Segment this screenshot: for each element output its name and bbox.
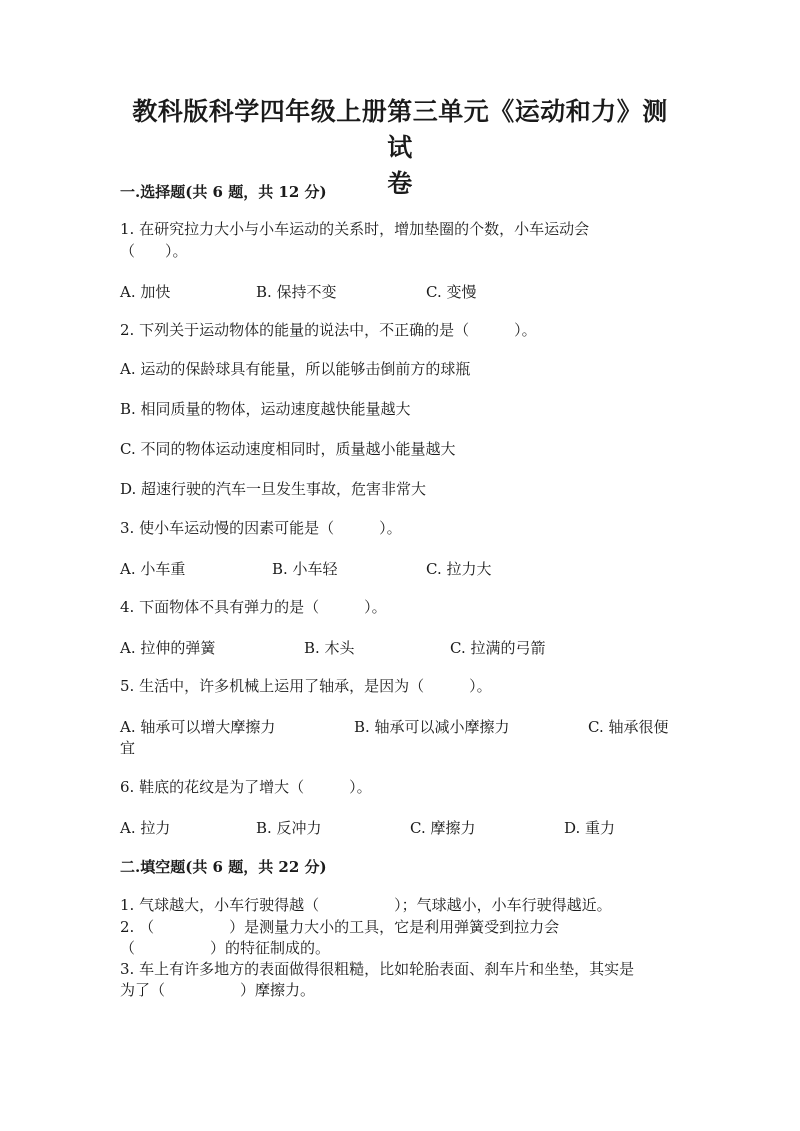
q4-option-b: B. 木头 [304, 639, 355, 657]
fill-q3-line2: 为了（ ）摩擦力。 [120, 981, 316, 999]
q4-stem: 4. 下面物体不具有弹力的是（ ）。 [120, 598, 387, 616]
q2-option-d: D. 超速行驶的汽车一旦发生事故，危害非常大 [120, 480, 427, 498]
q5-option-c: C. 轴承很便 [588, 718, 669, 736]
q6-option-a: A. 拉力 [120, 819, 171, 837]
q2-stem: 2. 下列关于运动物体的能量的说法中，不正确的是（ ）。 [120, 321, 537, 339]
section-heading-fill-in: 二.填空题(共 6 题，共 22 分) [120, 858, 327, 876]
q4-option-c: C. 拉满的弓箭 [450, 639, 546, 657]
q2-option-b: B. 相同质量的物体，运动速度越快能量越大 [120, 400, 411, 418]
q2-option-c: C. 不同的物体运动速度相同时，质量越小能量越大 [120, 440, 456, 458]
q1-option-c: C. 变慢 [426, 283, 477, 301]
q5-stem: 5. 生活中，许多机械上运用了轴承，是因为（ ）。 [120, 677, 492, 695]
q6-stem: 6. 鞋底的花纹是为了增大（ ）。 [120, 778, 372, 796]
fill-q2-line2: （ ）的特征制成的。 [120, 939, 331, 957]
q3-stem: 3. 使小车运动慢的因素可能是（ ）。 [120, 519, 402, 537]
q1-option-a: A. 加快 [120, 283, 171, 301]
fill-q3-line1: 3. 车上有许多地方的表面做得很粗糙，比如轮胎表面、刹车片和坐垫，其实是 [120, 960, 635, 978]
q6-option-d: D. 重力 [564, 819, 616, 837]
q1-stem-line2: （ ）。 [120, 242, 188, 260]
q5-option-c-wrap: 宜 [120, 739, 136, 757]
fill-q2-line1: 2. （ ）是测量力大小的工具，它是利用弹簧受到拉力会 [120, 918, 560, 936]
q1-stem-line1: 1. 在研究拉力大小与小车运动的关系时，增加垫圈的个数，小车运动会 [120, 220, 590, 238]
exam-title-line2: 卷 [387, 169, 413, 198]
q1-option-b: B. 保持不变 [256, 283, 337, 301]
q6-option-c: C. 摩擦力 [410, 819, 476, 837]
q6-option-b: B. 反冲力 [256, 819, 322, 837]
exam-title-line1: 教科版科学四年级上册第三单元《运动和力》测试 [132, 97, 668, 162]
q5-option-a: A. 轴承可以增大摩擦力 [120, 718, 276, 736]
q2-option-a: A. 运动的保龄球具有能量，所以能够击倒前方的球瓶 [120, 360, 471, 378]
q3-option-b: B. 小车轻 [272, 560, 338, 578]
q3-option-c: C. 拉力大 [426, 560, 492, 578]
q5-option-b: B. 轴承可以减小摩擦力 [354, 718, 510, 736]
fill-q1-line: 1. 气球越大，小车行驶得越（ ）；气球越小，小车行驶得越近。 [120, 896, 612, 914]
q3-option-a: A. 小车重 [120, 560, 186, 578]
q4-option-a: A. 拉伸的弹簧 [120, 639, 216, 657]
section-heading-multiple-choice: 一.选择题(共 6 题，共 12 分) [120, 183, 327, 201]
